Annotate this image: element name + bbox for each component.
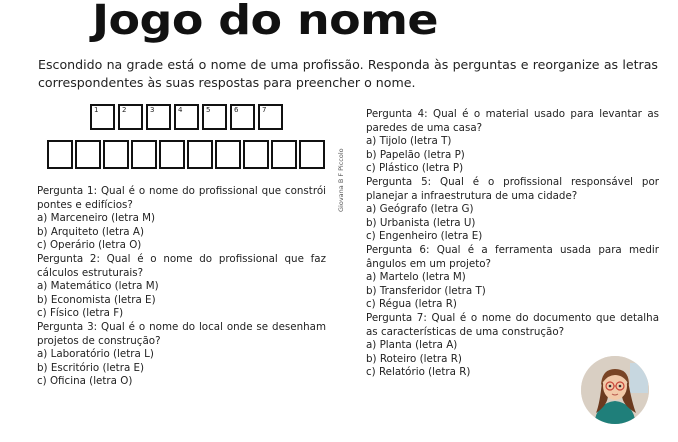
answer-box[interactable] <box>103 140 129 169</box>
numbered-letter-grid <box>90 104 283 130</box>
answer-box[interactable] <box>271 140 297 169</box>
box-number: 4 <box>178 106 183 114</box>
answer-option: a) Martelo (letra M) <box>366 271 466 284</box>
answer-option: a) Planta (letra A) <box>366 339 458 352</box>
answer-option: b) Papelão (letra P) <box>366 148 465 161</box>
question-text: Pergunta 6: Qual é a ferramenta usada para medir ângulos em um projeto? <box>366 243 659 270</box>
letter-box[interactable] <box>202 104 227 130</box>
question-text: Pergunta 3: Qual é o nome do local onde se desenham projetos de construção? <box>37 320 326 347</box>
box-number: 1 <box>94 106 99 114</box>
answer-box[interactable] <box>215 140 241 169</box>
answer-letter-grid <box>47 140 325 169</box>
answer-option: a) Laboratório (letra L) <box>37 348 154 361</box>
answer-box[interactable] <box>75 140 101 169</box>
question-text: Pergunta 7: Qual é o nome do documento que detalha as características de uma construção? <box>366 311 659 338</box>
answer-option: b) Escritório (letra E) <box>37 361 145 374</box>
question-text: Pergunta 4: Qual é o material usado para levantar as paredes de uma casa? <box>366 108 659 134</box>
answer-option: c) Engenheiro (letra E) <box>366 230 483 243</box>
answer-option: b) Economista (letra E) <box>37 293 156 306</box>
answer-box[interactable] <box>159 140 185 169</box>
instructions-text: Escondido na grade está o nome de uma profissão. Responda às perguntas e reorganize as letras correspondentes às suas respostas para preencher o nome. <box>38 57 658 90</box>
girl-avatar-icon <box>580 355 650 425</box>
answer-box[interactable] <box>243 140 269 169</box>
answer-option: c) Operário (letra O) <box>37 239 142 252</box>
answer-option: b) Arquiteto (letra A) <box>37 225 144 238</box>
questions-column-left <box>37 185 326 389</box>
answer-box[interactable] <box>47 140 73 169</box>
answer-box[interactable] <box>299 140 325 169</box>
author-credit: Giovana B F Piccolo <box>337 148 345 212</box>
answer-option: c) Plástico (letra P) <box>366 162 464 175</box>
answer-option: b) Transferidor (letra T) <box>366 284 486 297</box>
box-number: 3 <box>150 106 155 114</box>
answer-option: c) Oficina (letra O) <box>37 375 133 388</box>
box-number: 7 <box>262 106 267 114</box>
question-text: Pergunta 5: Qual é o profissional responsável por planejar a infraestrutura de uma cidade? <box>366 175 659 202</box>
answer-option: a) Matemático (letra M) <box>37 280 159 293</box>
letter-box[interactable] <box>258 104 283 130</box>
box-number: 2 <box>122 106 127 114</box>
answer-option: b) Urbanista (letra U) <box>366 216 476 229</box>
answer-option: c) Relatório (letra R) <box>366 366 471 379</box>
box-number: 5 <box>206 106 211 114</box>
page-title: Jogo do nome <box>92 0 438 44</box>
question-text: Pergunta 2: Qual é o nome do profissional que faz cálculos estruturais? <box>37 252 326 279</box>
letter-box[interactable] <box>174 104 199 130</box>
answer-option: a) Tijolo (letra T) <box>366 135 452 148</box>
answer-option: c) Físico (letra F) <box>37 307 124 320</box>
questions-column-right <box>366 108 659 380</box>
answer-option: a) Geógrafo (letra G) <box>366 203 474 216</box>
letter-box[interactable] <box>146 104 171 130</box>
letter-box[interactable] <box>230 104 255 130</box>
question-text: Pergunta 1: Qual é o nome do profissional que constrói pontes e edifícios? <box>37 185 326 211</box>
answer-option: b) Roteiro (letra R) <box>366 352 462 365</box>
answer-box[interactable] <box>131 140 157 169</box>
answer-option: a) Marceneiro (letra M) <box>37 212 156 225</box>
letter-box[interactable] <box>90 104 115 130</box>
answer-box[interactable] <box>187 140 213 169</box>
letter-box[interactable] <box>118 104 143 130</box>
box-number: 6 <box>234 106 239 114</box>
answer-option: c) Régua (letra R) <box>366 298 457 311</box>
